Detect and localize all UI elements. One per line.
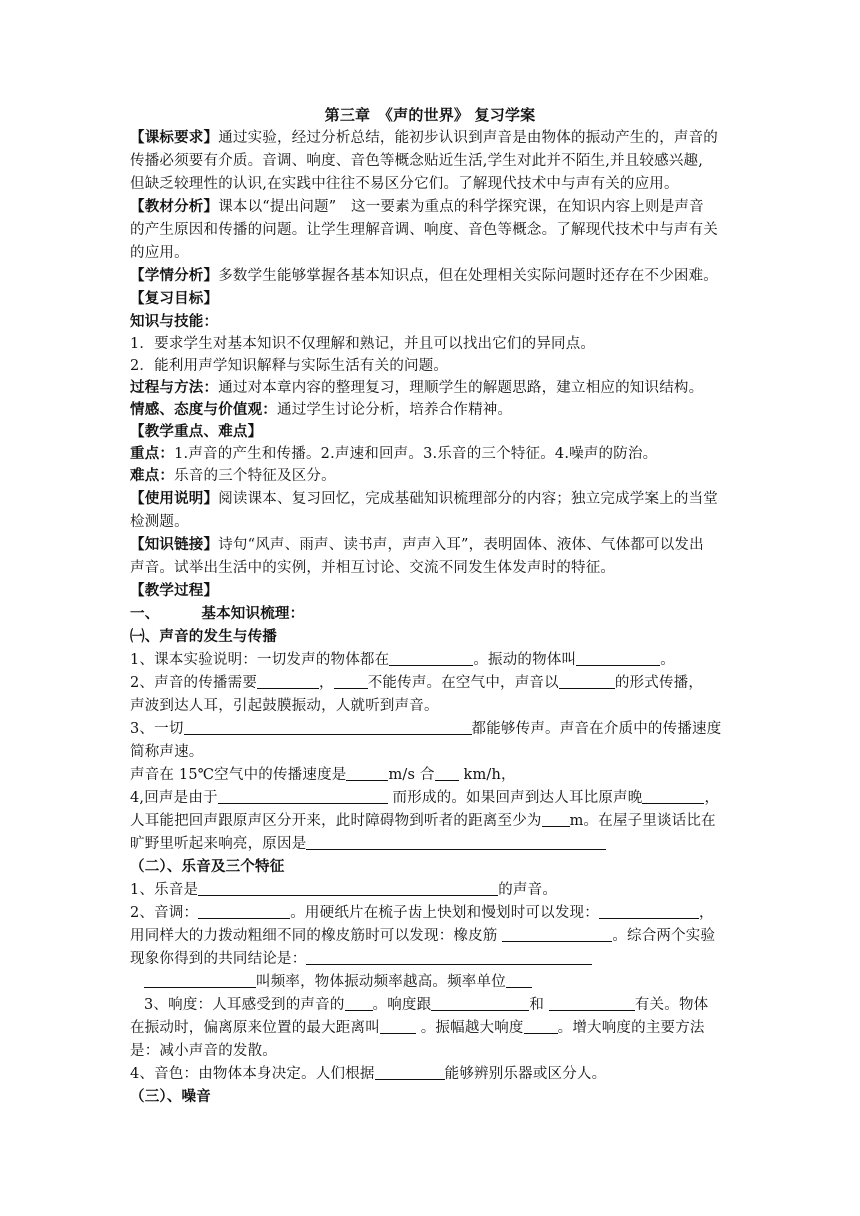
section-one-head: 一、 基本知识梳理：	[130, 605, 305, 622]
q1-2: 2、声音的传播需要 ， 不能传声。在空气中，声音以 的形式传播，	[130, 675, 704, 691]
q1-1: 1、课本实验说明：一切发声的物体都在 。振动的物体叫 。	[130, 652, 675, 668]
blank[interactable]	[431, 996, 529, 1011]
q2-2-cont-1: 用同样大的力拨动粗细不同的橡皮筋时可以发现：橡皮筋 。综合两个实验	[130, 928, 716, 944]
q1-4-cont-1: 人耳能把回声跟原声区分开来，此时障碍物到听者的距离至少为 m。在屋子里谈话比在	[130, 813, 716, 829]
blank[interactable]	[375, 1065, 445, 1080]
kebiao-line-1: 【课标要求】通过实验，经过分析总结，能初步认识到声音是由物体的振动产生的，声音的	[130, 129, 718, 146]
q1-speed: 声音在 15℃空气中的传播速度是 m/s 合 km/h，	[130, 767, 516, 783]
blank[interactable]	[506, 973, 532, 988]
q1-3: 3、一切 都能够传声。声音在介质中的传播速度	[130, 721, 722, 737]
guocheng-line: 过程与方法：通过对本章内容的整理复习，理顺学生的解题思路，建立相应的知识结构。	[130, 379, 704, 396]
xueqing-head: 【学情分析】	[130, 267, 219, 284]
zhongdian-line: 重点：1.声音的产生和传播。2.声速和回声。3.乐音的三个特征。4.噪声的防治。	[130, 445, 658, 462]
nandian-line: 难点：乐音的三个特征及区分。	[130, 467, 336, 484]
blank[interactable]	[389, 651, 473, 666]
jiaoxue-head: 【教学过程】	[130, 582, 219, 599]
jiaocai-head: 【教材分析】	[130, 198, 219, 215]
qinggan-head: 情感、态度与价值观：	[130, 401, 277, 418]
kebiao-head: 【课标要求】	[130, 129, 219, 146]
lianjie-line-2: 声音。试举出生活中的实例，并相互讨论、交流不同发生体发声时的特征。	[130, 560, 616, 576]
q1-4-cont-2: 旷野里听起来响亮，原因是	[130, 833, 860, 855]
lianjie-line-1: 【知识链接】诗句“风声、雨声、读书声，声声入耳”，表明固体、液体、气体都可以发出	[130, 536, 704, 553]
q1-2-cont: 声波到达人耳，引起鼓膜振动，人就听到声音。	[130, 698, 439, 714]
q2-3: 3、响度：人耳感受到的声音的 。响度跟 和 有关。物体	[144, 997, 709, 1013]
blank[interactable]	[218, 789, 388, 804]
zhishi-item-1: 1．要求学生对基本知识不仅理解和熟记，并且可以找出它们的异同点。	[130, 336, 596, 352]
blank[interactable]	[576, 651, 660, 666]
shiyong-head: 【使用说明】	[130, 490, 219, 507]
zhishi-head: 知识与技能：	[130, 313, 219, 330]
shiyong-line-2: 检测题。	[130, 514, 189, 530]
guocheng-head: 过程与方法：	[130, 379, 219, 396]
blank[interactable]	[184, 720, 472, 735]
blank[interactable]	[257, 674, 319, 689]
blank[interactable]	[435, 766, 459, 781]
lianjie-head: 【知识链接】	[130, 536, 219, 553]
q2-2: 2、音调： 。用硬纸片在梳子齿上快划和慢划时可以发现： ，	[130, 905, 714, 921]
q2-1: 1、乐音是 的声音。	[130, 882, 558, 898]
nandian-label: 难点：	[130, 467, 175, 484]
q2-3-cont-2: 是：减小声音的发散。	[130, 1043, 277, 1059]
blank[interactable]	[380, 1019, 416, 1034]
zhongdian-label: 重点：	[130, 445, 175, 462]
zhishi-item-2: 2．能利用声学知识解释与实际生活有关的问题。	[130, 358, 449, 374]
jiaocai-line-1: 【教材分析】课本以“提出问题” 这一要素为重点的科学探究课，在知识内容上则是声音	[130, 198, 704, 215]
subsection-1-head: ㈠、声音的发生与传播	[130, 628, 277, 645]
q2-2-cont-2: 现象你得到的共同结论是：	[130, 948, 860, 970]
blank[interactable]	[559, 674, 615, 689]
blank[interactable]	[198, 881, 498, 896]
kebiao-line-2: 传播必须要有介质。音调、响度、音色等概念贴近生活,学生对此并不陌生,并且较感兴趣,	[130, 153, 704, 169]
blank[interactable]	[306, 950, 592, 965]
xueqing-line: 【学情分析】多数学生能够掌握各基本知识点，但在处理相关实际问题时还存在不少困难。	[130, 267, 718, 284]
blank[interactable]	[599, 904, 699, 919]
q2-4: 4、音色：由物体本身决定。人们根据 能够辨别乐器或区分人。	[130, 1066, 607, 1082]
blank[interactable]	[642, 789, 704, 804]
qinggan-line: 情感、态度与价值观：通过学生讨论分析，培养合作精神。	[130, 401, 513, 418]
blank[interactable]	[502, 927, 612, 942]
subsection-2-head: （二）、乐音及三个特征	[130, 858, 285, 875]
blank[interactable]	[524, 1019, 558, 1034]
kebiao-line-3: 但缺乏较理性的认识,在实践中往往不易区分它们。了解现代技术中与声有关的应用。	[130, 176, 679, 192]
q1-3-cont: 简称声速。	[130, 744, 204, 760]
shiyong-line-1: 【使用说明】阅读课本、复习回忆，完成基础知识梳理部分的内容；独立完成学案上的当堂	[130, 490, 718, 507]
blank[interactable]	[198, 904, 290, 919]
q2-2-cont-3: 叫频率，物体振动频率越高。频率单位	[130, 971, 860, 993]
blank[interactable]	[542, 812, 570, 827]
q1-4: 4,回声是由于 而形成的。如果回声到达人耳比原声晚 ，	[130, 790, 720, 806]
zhongdian-section-head: 【教学重点、难点】	[130, 423, 263, 440]
fuxi-head: 【复习目标】	[130, 290, 219, 307]
blank[interactable]	[549, 996, 635, 1011]
subsection-3-head: （三）、噪音	[130, 1088, 211, 1105]
page-title: 第三章 《声的世界》 复习学案	[324, 106, 536, 124]
blank[interactable]	[346, 766, 388, 781]
blank[interactable]	[144, 973, 256, 988]
blank[interactable]	[306, 835, 606, 850]
jiaocai-line-2: 的产生原因和传播的问题。让学生理解音调、响度、音色等概念。了解现代技术中与声有关	[130, 222, 718, 238]
blank[interactable]	[334, 674, 368, 689]
blank[interactable]	[345, 996, 373, 1011]
q2-3-cont-1: 在振动时，偏离原来位置的最大距离叫 。振幅越大响度 。增大响度的主要方法	[130, 1020, 705, 1036]
jiaocai-line-3: 的应用。	[130, 245, 189, 261]
